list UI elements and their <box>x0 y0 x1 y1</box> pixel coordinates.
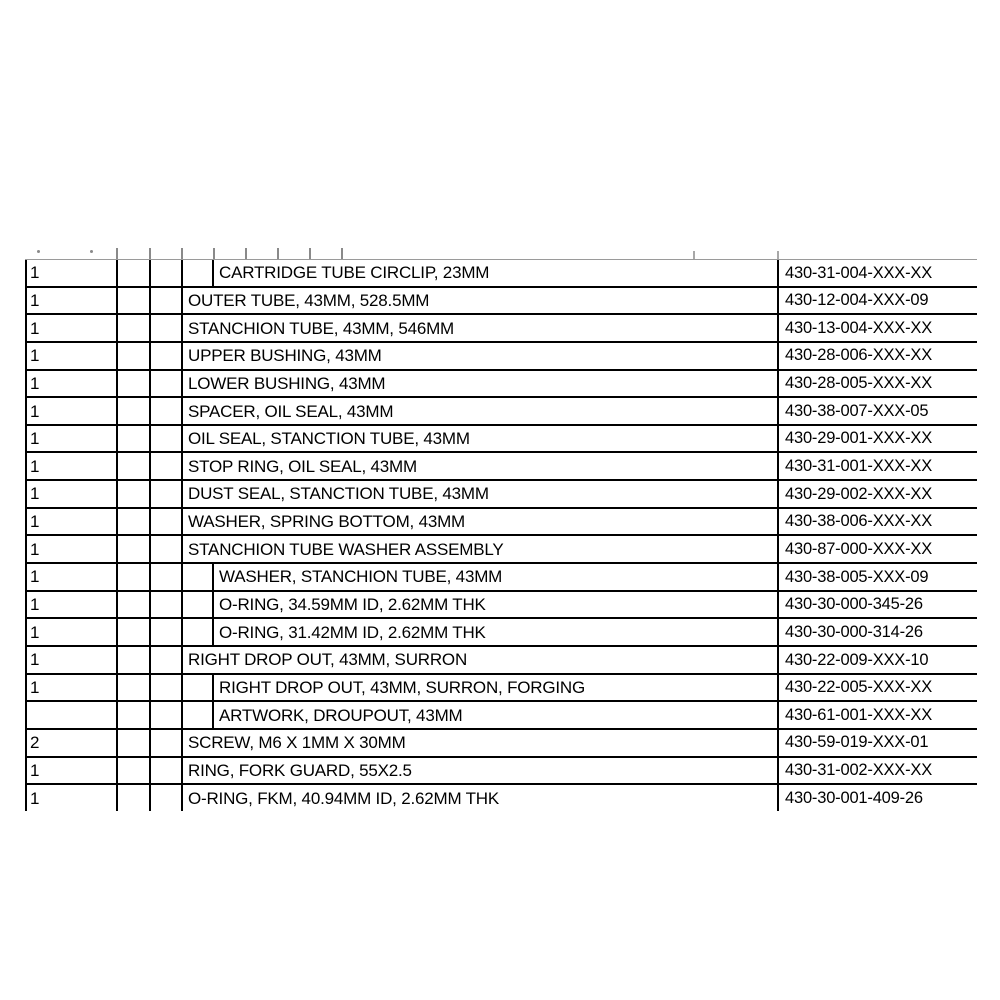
table-row <box>25 481 977 509</box>
table-row <box>25 785 977 811</box>
description-cell: STOP RING, OIL SEAL, 43MM <box>181 453 777 479</box>
remnant-gridline-tick <box>213 248 215 259</box>
part-number-cell: 430-30-000-345-26 <box>777 592 977 618</box>
remnant-gridline-tick <box>181 248 183 259</box>
table-row <box>25 758 977 786</box>
description-cell: WASHER, STANCHION TUBE, 43MM <box>212 564 777 590</box>
table-row <box>25 619 977 647</box>
spacer-cell <box>116 702 149 728</box>
table-row <box>25 315 977 343</box>
part-number-cell: 430-31-002-XXX-XX <box>777 758 977 784</box>
remnant-text-dot <box>90 250 93 253</box>
qty-cell: 1 <box>30 677 40 697</box>
remnant-gridline-tick <box>309 248 311 259</box>
part-number-cell: 430-30-000-314-26 <box>777 619 977 645</box>
table-row <box>25 426 977 454</box>
qty-cell: 1 <box>30 373 40 393</box>
spacer-cell <box>116 343 149 369</box>
remnant-gridline-tick <box>341 248 343 259</box>
table-row <box>25 371 977 399</box>
spacer-cell <box>149 564 181 590</box>
qty-cell: 1 <box>30 539 40 559</box>
indent-cell <box>181 702 212 728</box>
remnant-gridline-tick <box>277 248 279 259</box>
table-row <box>25 343 977 371</box>
spacer-cell <box>116 315 149 341</box>
table-row <box>25 564 977 592</box>
spacer-cell <box>149 730 181 756</box>
remnant-gridline-tick <box>777 251 779 259</box>
description-cell: OUTER TUBE, 43MM, 528.5MM <box>181 288 777 314</box>
description-cell: DUST SEAL, STANCTION TUBE, 43MM <box>181 481 777 507</box>
part-number-cell: 430-38-006-XXX-XX <box>777 509 977 535</box>
spacer-cell <box>116 619 149 645</box>
spacer-cell <box>149 619 181 645</box>
spacer-cell <box>116 371 149 397</box>
part-number-cell: 430-22-005-XXX-XX <box>777 675 977 701</box>
spacer-cell <box>116 785 149 811</box>
part-number-cell: 430-29-001-XXX-XX <box>777 426 977 452</box>
spacer-cell <box>116 481 149 507</box>
spacer-cell <box>149 758 181 784</box>
spacer-cell <box>149 315 181 341</box>
indent-cell <box>181 564 212 590</box>
indent-cell <box>181 619 212 645</box>
qty-cell: 1 <box>30 263 40 283</box>
spacer-cell <box>149 647 181 673</box>
spacer-cell <box>116 398 149 424</box>
remnant-gridline-tick <box>116 248 118 259</box>
part-number-cell: 430-31-004-XXX-XX <box>777 260 977 286</box>
description-cell: RING, FORK GUARD, 55X2.5 <box>181 758 777 784</box>
spacer-cell <box>116 758 149 784</box>
description-cell: RIGHT DROP OUT, 43MM, SURRON <box>181 647 777 673</box>
spacer-cell <box>149 260 181 286</box>
spacer-cell <box>149 453 181 479</box>
description-cell: OIL SEAL, STANCTION TUBE, 43MM <box>181 426 777 452</box>
part-number-cell: 430-31-001-XXX-XX <box>777 453 977 479</box>
spacer-cell <box>149 426 181 452</box>
description-cell: O-RING, FKM, 40.94MM ID, 2.62MM THK <box>181 785 777 811</box>
description-cell: O-RING, 31.42MM ID, 2.62MM THK <box>212 619 777 645</box>
spacer-cell <box>116 675 149 701</box>
qty-cell: 1 <box>30 650 40 670</box>
qty-cell: 1 <box>30 484 40 504</box>
spacer-cell <box>149 702 181 728</box>
qty-cell: 1 <box>30 622 40 642</box>
description-cell: RIGHT DROP OUT, 43MM, SURRON, FORGING <box>212 675 777 701</box>
description-cell: UPPER BUSHING, 43MM <box>181 343 777 369</box>
spacer-cell <box>149 398 181 424</box>
description-cell: ARTWORK, DROUPOUT, 43MM <box>212 702 777 728</box>
qty-cell: 1 <box>30 346 40 366</box>
part-number-cell: 430-13-004-XXX-XX <box>777 315 977 341</box>
spacer-cell <box>149 509 181 535</box>
qty-cell <box>27 702 116 728</box>
part-number-cell: 430-28-005-XXX-XX <box>777 371 977 397</box>
description-cell: WASHER, SPRING BOTTOM, 43MM <box>181 509 777 535</box>
remnant-text-dot <box>37 250 40 253</box>
description-cell: STANCHION TUBE, 43MM, 546MM <box>181 315 777 341</box>
part-number-cell: 430-28-006-XXX-XX <box>777 343 977 369</box>
qty-cell: 1 <box>30 760 40 780</box>
part-number-cell: 430-61-001-XXX-XX <box>777 702 977 728</box>
qty-cell: 1 <box>30 512 40 532</box>
spacer-cell <box>116 730 149 756</box>
table-row <box>25 536 977 564</box>
part-number-cell: 430-38-007-XXX-05 <box>777 398 977 424</box>
part-number-cell: 430-87-000-XXX-XX <box>777 536 977 562</box>
indent-cell <box>181 675 212 701</box>
spacer-cell <box>149 288 181 314</box>
description-cell: LOWER BUSHING, 43MM <box>181 371 777 397</box>
part-number-cell: 430-29-002-XXX-XX <box>777 481 977 507</box>
spacer-cell <box>116 288 149 314</box>
spacer-cell <box>116 564 149 590</box>
table-row <box>25 398 977 426</box>
table-row <box>25 675 977 703</box>
qty-cell: 1 <box>30 456 40 476</box>
spacer-cell <box>116 453 149 479</box>
description-cell: O-RING, 34.59MM ID, 2.62MM THK <box>212 592 777 618</box>
spacer-cell <box>149 675 181 701</box>
table-row <box>25 260 977 288</box>
spacer-cell <box>149 343 181 369</box>
part-number-cell: 430-30-001-409-26 <box>777 785 977 811</box>
spacer-cell <box>116 260 149 286</box>
table-row <box>25 730 977 758</box>
indent-cell <box>181 592 212 618</box>
table-row <box>25 509 977 537</box>
spacer-cell <box>116 509 149 535</box>
qty-cell: 1 <box>30 595 40 614</box>
spacer-cell <box>149 371 181 397</box>
description-cell: CARTRIDGE TUBE CIRCLIP, 23MM <box>212 260 777 286</box>
table-row <box>25 288 977 316</box>
part-number-cell: 430-59-019-XXX-01 <box>777 730 977 756</box>
spacer-cell <box>116 592 149 618</box>
description-cell: STANCHION TUBE WASHER ASSEMBLY <box>181 536 777 562</box>
spacer-cell <box>149 536 181 562</box>
spacer-cell <box>116 647 149 673</box>
table-row <box>25 592 977 620</box>
indent-cell <box>181 260 212 286</box>
qty-cell: 1 <box>30 290 40 310</box>
spacer-cell <box>149 481 181 507</box>
remnant-gridline-tick <box>245 248 247 259</box>
table-row <box>25 702 977 730</box>
qty-cell: 1 <box>30 429 40 449</box>
qty-cell: 1 <box>30 401 40 421</box>
table-row <box>25 647 977 675</box>
spacer-cell <box>149 592 181 618</box>
remnant-gridline-tick <box>149 248 151 259</box>
description-cell: SPACER, OIL SEAL, 43MM <box>181 398 777 424</box>
part-number-cell: 430-38-005-XXX-09 <box>777 564 977 590</box>
description-cell: SCREW, M6 X 1MM X 30MM <box>181 730 777 756</box>
part-number-cell: 430-22-009-XXX-10 <box>777 647 977 673</box>
parts-table <box>25 259 977 811</box>
qty-cell: 1 <box>30 788 40 808</box>
remnant-gridline-tick <box>693 251 695 259</box>
part-number-cell: 430-12-004-XXX-09 <box>777 288 977 314</box>
qty-cell: 1 <box>30 318 40 338</box>
table-row <box>25 453 977 481</box>
spacer-cell <box>149 785 181 811</box>
qty-cell: 1 <box>30 567 40 587</box>
qty-cell: 2 <box>30 733 40 753</box>
spacer-cell <box>116 536 149 562</box>
spacer-cell <box>116 426 149 452</box>
